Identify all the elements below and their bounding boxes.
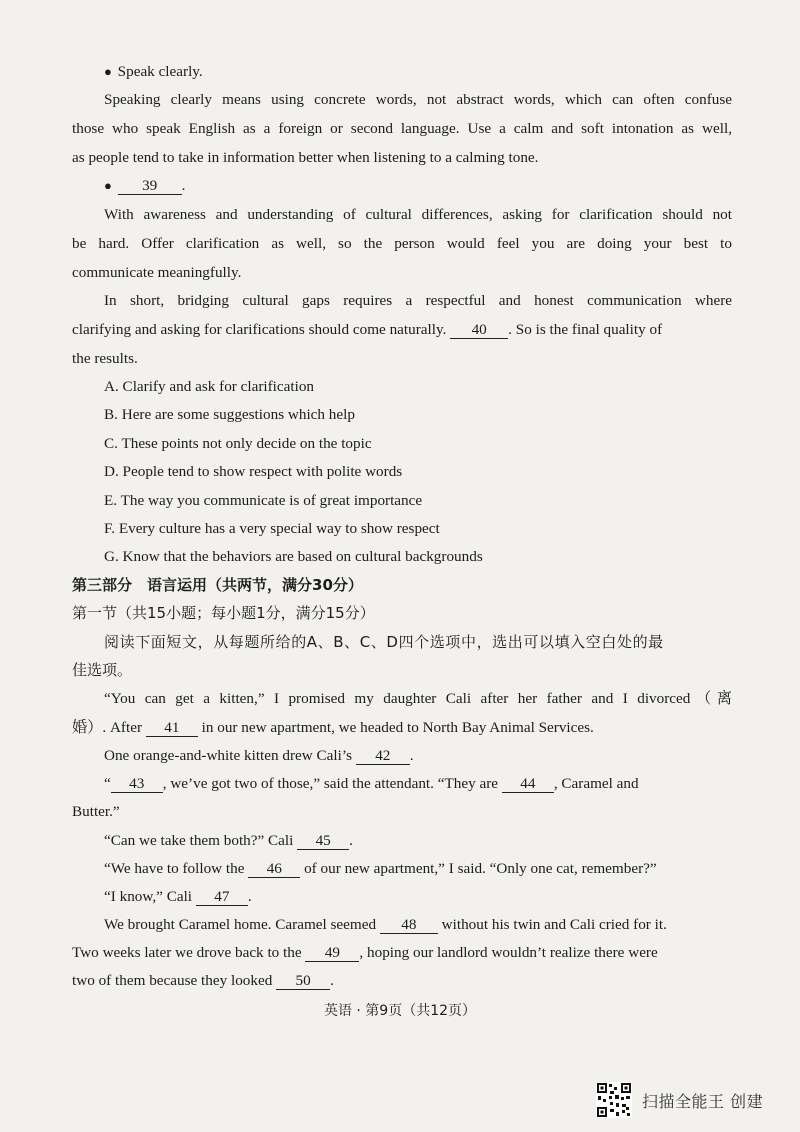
cloze-line: Two weeks later we drove back to the 49 , hoping our landlord wouldn’t realize there were <box>72 944 658 961</box>
answer-blank-44: 44 <box>502 775 554 793</box>
bullet-heading-speak-clearly: ● Speak clearly. <box>104 63 203 80</box>
instructions-line: 佳选项。 <box>72 661 133 679</box>
option-c: C. These points not only decide on the topic <box>104 435 372 452</box>
paragraph-line: be hard. Offer clarification as well, so the person would feel you are doing your best to <box>72 235 732 252</box>
page-footer: 英语 · 第9页（共12页） <box>323 1003 477 1019</box>
option-d: D. People tend to show respect with polite words <box>104 463 403 480</box>
cloze-line: two of them because they looked 50 . <box>72 972 334 989</box>
option-b: B. Here are some suggestions which help <box>104 406 355 423</box>
cloze-line: “I know,” Cali 47 . <box>104 888 252 905</box>
cloze-line: “ 43 , we’ve got two of those,” said the attendant. “They are 44 , Caramel and <box>104 775 639 792</box>
bullet-icon: ● <box>104 178 112 193</box>
paragraph-line: communicate meaningfully. <box>72 264 242 281</box>
answer-blank-48: 48 <box>380 916 438 934</box>
paragraph-line: Speaking clearly means using concrete words, not abstract words, which can often confuse <box>104 91 732 108</box>
answer-blank-40: 40 <box>450 321 508 339</box>
answer-blank-39: 39 <box>118 177 182 195</box>
paragraph-line: the results. <box>72 350 138 367</box>
cloze-line: “We have to follow the 46 of our new apartment,” I said. “Only one cat, remember?” <box>104 860 657 877</box>
cloze-line: We brought Caramel home. Caramel seemed 48 without his twin and Cali cried for it. <box>104 916 667 933</box>
cloze-line: Butter.” <box>72 803 120 820</box>
watermark-text: 扫描全能王 创建 <box>642 1091 764 1111</box>
cloze-line: “You can get a kitten,” I promised my daughter Cali after her father and I divorced（离 <box>104 690 732 707</box>
bullet-icon: ● <box>104 64 112 79</box>
option-f: F. Every culture has a very special way to show respect <box>104 520 440 537</box>
answer-blank-49: 49 <box>305 944 359 962</box>
answer-blank-41: 41 <box>146 719 198 737</box>
answer-blank-46: 46 <box>248 860 300 878</box>
paragraph-line: With awareness and understanding of cultural differences, asking for clarification should not <box>104 206 732 223</box>
instructions-line: 阅读下面短文，从每题所给的A、B、C、D四个选项中，选出可以填入空白处的最 <box>104 633 664 651</box>
paragraph-line: those who speak English as a foreign or second language. Use a calm and soft intonation as well, <box>72 120 732 137</box>
part-title: 第三部分 语言运用（共两节，满分30分） <box>72 576 363 594</box>
bullet-blank-39: ● 39 . <box>104 177 186 194</box>
cloze-line: “Can we take them both?” Cali 45 . <box>104 832 353 849</box>
answer-blank-47: 47 <box>196 888 248 906</box>
scanner-watermark <box>596 1082 763 1118</box>
qr-code-icon <box>596 1082 632 1118</box>
paragraph-line-with-blank-40: clarifying and asking for clarifications should come naturally. 40 . So is the final quality of <box>72 321 663 338</box>
answer-blank-43: 43 <box>111 775 163 793</box>
answer-blank-50: 50 <box>276 972 330 990</box>
cloze-line: One orange-and-white kitten drew Cali’s 42 . <box>104 747 414 764</box>
option-e: E. The way you communicate is of great importance <box>104 492 423 509</box>
cloze-line: 婚）. After 41 in our new apartment, we headed to North Bay Animal Services. <box>72 719 594 736</box>
section-title: 第一节（共15小题；每小题1分，满分15分） <box>72 604 375 622</box>
paragraph-line: In short, bridging cultural gaps requires a respectful and honest communication where <box>104 292 732 309</box>
answer-blank-45: 45 <box>297 832 349 850</box>
option-a: A. Clarify and ask for clarification <box>104 378 315 395</box>
paragraph-line: as people tend to take in information better when listening to a calming tone. <box>72 149 539 166</box>
option-g: G. Know that the behaviors are based on cultural backgrounds <box>104 548 483 565</box>
answer-blank-42: 42 <box>356 747 410 765</box>
